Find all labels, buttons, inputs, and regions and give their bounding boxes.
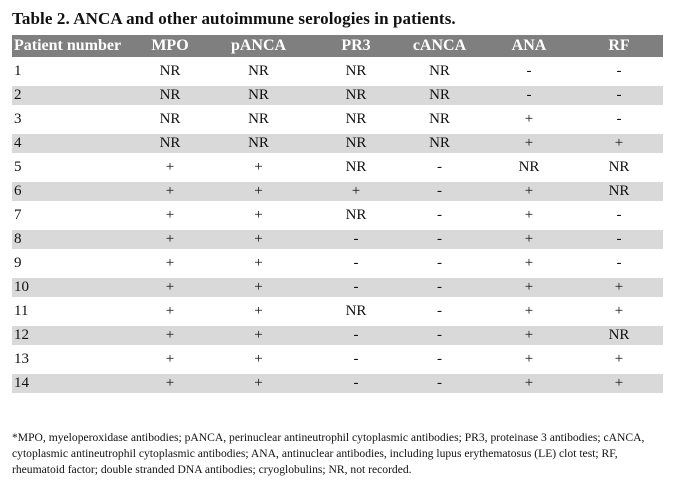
cell-mpo: + xyxy=(165,207,175,223)
cell-pr3: NR xyxy=(345,111,367,127)
cell-canca: - xyxy=(437,255,442,271)
cell-pr3: NR xyxy=(316,86,396,105)
table-row xyxy=(12,134,663,153)
cell-panca: NR xyxy=(248,111,269,127)
table-row xyxy=(12,201,663,230)
cell-ana: + xyxy=(524,351,534,367)
cell-rf: - xyxy=(616,255,622,271)
serology-table xyxy=(12,35,663,393)
table-row xyxy=(12,57,663,86)
cell-patient-number: 11 xyxy=(14,303,29,319)
cell-rf: - xyxy=(616,63,622,79)
cell-canca: NR xyxy=(396,86,483,105)
table-row xyxy=(12,345,663,374)
table-body xyxy=(12,57,663,393)
cell-ana: NR xyxy=(518,159,540,175)
cell-canca: - xyxy=(396,230,483,249)
cell-mpo: NR xyxy=(159,111,181,127)
table-footnote: *MPO, myeloperoxidase antibodies; pANCA, perinuclear antineutrophil cytoplasmic antibodies; PR3, proteinase 3 antibodies; cANCA, cytoplasmic antineutrophil cytoplasmic antibodies; ANA, antinuclear antibodies, including lupus erythematosus (LE) clot test; RF, rheumatoid factor; double stranded DNA antibodies; cryoglobulins; NR, not recorded. xyxy=(12,431,645,476)
cell-canca: NR xyxy=(429,111,450,127)
cell-pr3: - xyxy=(353,351,359,367)
cell-mpo: + xyxy=(165,159,175,175)
table-row xyxy=(12,153,663,182)
cell-mpo: + xyxy=(139,326,201,345)
cell-panca: + xyxy=(201,326,316,345)
header-mpo: MPO xyxy=(139,35,201,57)
cell-panca: + xyxy=(254,255,263,271)
table-row xyxy=(12,182,663,201)
cell-mpo: NR xyxy=(159,63,181,79)
cell-mpo: + xyxy=(139,374,201,393)
cell-panca: NR xyxy=(201,86,316,105)
cell-mpo: + xyxy=(165,351,175,367)
cell-panca: + xyxy=(201,278,316,297)
cell-panca: + xyxy=(201,182,316,201)
cell-patient-number: 9 xyxy=(14,255,22,271)
header-ana: ANA xyxy=(483,35,575,57)
cell-rf: + xyxy=(575,134,663,153)
cell-panca: + xyxy=(201,374,316,393)
cell-patient-number: 13 xyxy=(14,351,29,367)
cell-ana: + xyxy=(483,230,575,249)
table-row xyxy=(12,249,663,278)
cell-pr3: - xyxy=(353,255,359,271)
cell-ana: + xyxy=(483,134,575,153)
cell-ana: + xyxy=(483,182,575,201)
table-row xyxy=(12,86,663,105)
cell-canca: - xyxy=(396,182,483,201)
cell-pr3: - xyxy=(316,326,396,345)
table-row xyxy=(12,230,663,249)
cell-patient-number: 3 xyxy=(14,111,22,127)
cell-ana: + xyxy=(524,255,534,271)
cell-mpo: NR xyxy=(139,134,201,153)
cell-rf: NR xyxy=(575,182,663,201)
cell-panca: + xyxy=(254,351,263,367)
cell-canca: - xyxy=(396,326,483,345)
table-row xyxy=(12,278,663,297)
cell-patient-number: 4 xyxy=(12,134,139,153)
cell-panca: + xyxy=(254,159,263,175)
cell-pr3: + xyxy=(316,182,396,201)
cell-mpo: + xyxy=(139,182,201,201)
cell-panca: + xyxy=(201,230,316,249)
cell-ana: + xyxy=(524,207,534,223)
cell-patient-number: 8 xyxy=(12,230,139,249)
cell-panca: + xyxy=(254,303,263,319)
cell-rf: - xyxy=(575,230,663,249)
cell-rf: + xyxy=(614,303,624,319)
cell-ana: - xyxy=(526,63,532,79)
table-header xyxy=(12,35,663,57)
table-row xyxy=(12,326,663,345)
cell-pr3: NR xyxy=(345,303,367,319)
header-row xyxy=(12,35,663,57)
cell-pr3: NR xyxy=(316,134,396,153)
cell-mpo: + xyxy=(165,303,175,319)
header-panca: pANCA xyxy=(201,35,316,57)
cell-mpo: + xyxy=(165,255,175,271)
cell-pr3: NR xyxy=(345,63,367,79)
header-rf: RF xyxy=(575,35,663,57)
cell-canca: - xyxy=(437,207,442,223)
cell-canca: NR xyxy=(429,63,450,79)
cell-rf: + xyxy=(575,374,663,393)
cell-mpo: + xyxy=(139,230,201,249)
cell-canca: - xyxy=(437,303,442,319)
cell-pr3: NR xyxy=(345,159,367,175)
cell-ana: + xyxy=(524,303,534,319)
cell-ana: + xyxy=(524,111,534,127)
cell-rf: NR xyxy=(575,326,663,345)
cell-ana: - xyxy=(483,86,575,105)
cell-patient-number: 12 xyxy=(12,326,139,345)
cell-patient-number: 1 xyxy=(14,63,22,79)
cell-panca: NR xyxy=(201,134,316,153)
cell-canca: - xyxy=(396,278,483,297)
cell-rf: + xyxy=(614,351,624,367)
cell-pr3: NR xyxy=(345,207,367,223)
cell-pr3: - xyxy=(316,374,396,393)
cell-mpo: NR xyxy=(139,86,201,105)
header-canca: cANCA xyxy=(396,35,483,57)
cell-rf: - xyxy=(616,207,622,223)
cell-patient-number: 2 xyxy=(12,86,139,105)
cell-canca: - xyxy=(437,159,442,175)
header-patient-number: Patient number xyxy=(12,35,139,57)
cell-rf: - xyxy=(575,86,663,105)
cell-canca: NR xyxy=(396,134,483,153)
cell-patient-number: 5 xyxy=(14,159,22,175)
table-title: Table 2. ANCA and other autoimmune serologies in patients. xyxy=(12,9,456,28)
cell-rf: NR xyxy=(608,159,630,175)
cell-pr3: - xyxy=(316,278,396,297)
table-row xyxy=(12,105,663,134)
cell-mpo: + xyxy=(139,278,201,297)
cell-patient-number: 7 xyxy=(14,207,22,223)
cell-canca: - xyxy=(396,374,483,393)
cell-patient-number: 10 xyxy=(12,278,139,297)
cell-ana: + xyxy=(483,326,575,345)
cell-patient-number: 6 xyxy=(12,182,139,201)
cell-ana: + xyxy=(483,374,575,393)
cell-panca: NR xyxy=(248,63,269,79)
cell-pr3: - xyxy=(316,230,396,249)
table-row xyxy=(12,297,663,326)
cell-canca: - xyxy=(437,351,442,367)
cell-rf: + xyxy=(575,278,663,297)
header-pr3: PR3 xyxy=(316,35,396,57)
cell-panca: + xyxy=(254,207,263,223)
table-row xyxy=(12,374,663,393)
cell-rf: - xyxy=(616,111,622,127)
cell-patient-number: 14 xyxy=(12,374,139,393)
cell-ana: + xyxy=(483,278,575,297)
